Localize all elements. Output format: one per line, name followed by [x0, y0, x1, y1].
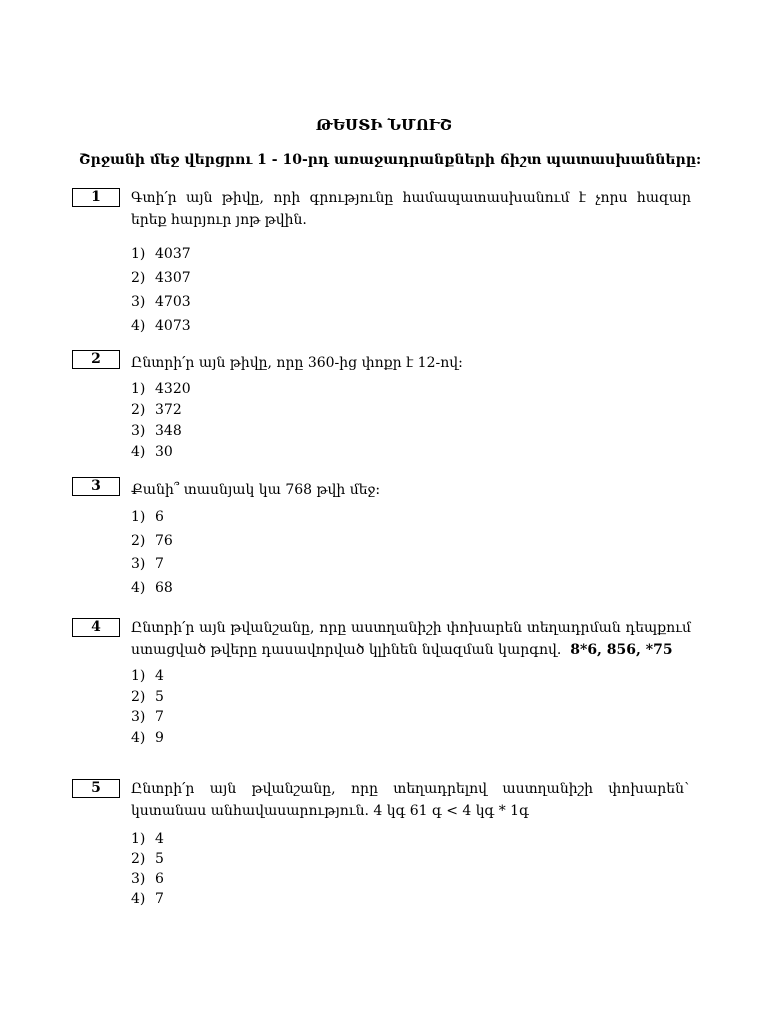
- option[interactable]: [131, 290, 191, 314]
- option[interactable]: [131, 666, 164, 687]
- question-number: 1: [72, 188, 120, 207]
- option-value: 372: [155, 402, 182, 418]
- option-number: 3): [131, 709, 146, 725]
- option-number: 1): [131, 509, 146, 525]
- option-number: 2): [131, 688, 146, 705]
- question-number: 4: [72, 618, 120, 637]
- option-value: 4307: [155, 270, 191, 286]
- question-number: 3: [72, 477, 120, 496]
- question-text: Քանի՞ տասնյակ կա 768 թվի մեջ:: [131, 482, 381, 498]
- option-number: 1): [131, 381, 146, 397]
- option[interactable]: [131, 849, 164, 869]
- option-value: 4703: [155, 294, 191, 310]
- question-text-numbers: 8*6, 856, *75: [570, 642, 673, 658]
- option-value: 30: [155, 444, 173, 460]
- option-number: 1): [131, 831, 146, 847]
- option[interactable]: [131, 314, 191, 338]
- option-value: 9: [155, 729, 164, 746]
- option[interactable]: [131, 242, 191, 266]
- option[interactable]: [131, 530, 173, 554]
- options-list: [131, 666, 164, 748]
- option[interactable]: [131, 687, 164, 708]
- option-value: 76: [155, 532, 173, 549]
- option[interactable]: [131, 728, 164, 749]
- option-value: 6: [155, 509, 164, 525]
- option[interactable]: [131, 442, 191, 463]
- option[interactable]: [131, 266, 191, 290]
- option-number: 4): [131, 444, 146, 460]
- option-value: 7: [155, 556, 164, 572]
- option-value: 4037: [155, 246, 191, 262]
- option-number: 3): [131, 556, 146, 572]
- option-value: 348: [155, 423, 182, 439]
- option[interactable]: [131, 506, 173, 530]
- option-value: 4320: [155, 381, 191, 397]
- question-number: 2: [72, 350, 120, 369]
- option[interactable]: [131, 421, 191, 442]
- options-list: [131, 242, 191, 338]
- option-value: 7: [155, 709, 164, 725]
- option-number: 2): [131, 532, 146, 549]
- option[interactable]: [131, 869, 164, 889]
- question-text: [131, 617, 691, 661]
- option-value: 6: [155, 871, 164, 887]
- question-text-main: Ընտրի՛ր այն թվանշանը, որը աստղանիշի փոխարեն տեղադրման դեպքում ստացված թվերը դասավորված կլինեն նվազման կարգով.: [131, 620, 691, 658]
- options-list: [131, 829, 164, 909]
- instruction: Շրջանի մեջ վերցրու 1 - 10-րդ առաջադրանքների ճիշտ պատասխանները:: [78, 152, 702, 168]
- option-number: 2): [131, 270, 146, 286]
- option-value: 5: [155, 688, 164, 705]
- options-list: [131, 379, 191, 463]
- option-number: 4): [131, 729, 146, 746]
- option-value: 7: [155, 891, 164, 907]
- option-number: 4): [131, 891, 146, 907]
- option[interactable]: [131, 379, 191, 400]
- option-value: 4073: [155, 318, 191, 334]
- option[interactable]: [131, 400, 191, 421]
- option[interactable]: [131, 577, 173, 601]
- question-text: Ընտրի՛ր այն թիվը, որը 360-ից փոքր է 12-ով:: [131, 355, 463, 371]
- page-title: ԹԵՍՏԻ ՆՄՈՒՇ: [315, 116, 453, 134]
- question-text: Ընտրի՛ր այն թվանշանը, որը տեղադրելով աստղանիշի փոխարեն` կստանաս անհավասարություն. 4 կգ 61 գ < 4 կգ * 1գ: [131, 781, 691, 819]
- option-number: 2): [131, 851, 146, 867]
- option-number: 4): [131, 579, 146, 596]
- options-list: [131, 506, 173, 600]
- option-number: 3): [131, 871, 146, 887]
- option-number: 4): [131, 318, 146, 334]
- option[interactable]: [131, 829, 164, 849]
- option[interactable]: [131, 553, 173, 577]
- option-number: 2): [131, 402, 146, 418]
- question-text: Գտի՛ր այն թիվը, որի գրությունը համապատասխանում է չորս հազար երեք հարյուր յոթ թվին.: [131, 190, 691, 228]
- option-value: 5: [155, 851, 164, 867]
- option-number: 1): [131, 668, 146, 684]
- option-number: 3): [131, 423, 146, 439]
- option-value: 4: [155, 831, 164, 847]
- option-value: 68: [155, 579, 173, 596]
- option-value: 4: [155, 668, 164, 684]
- question-number: 5: [72, 779, 120, 798]
- option[interactable]: [131, 889, 164, 909]
- option-number: 1): [131, 246, 146, 262]
- option-number: 3): [131, 294, 146, 310]
- option[interactable]: [131, 707, 164, 728]
